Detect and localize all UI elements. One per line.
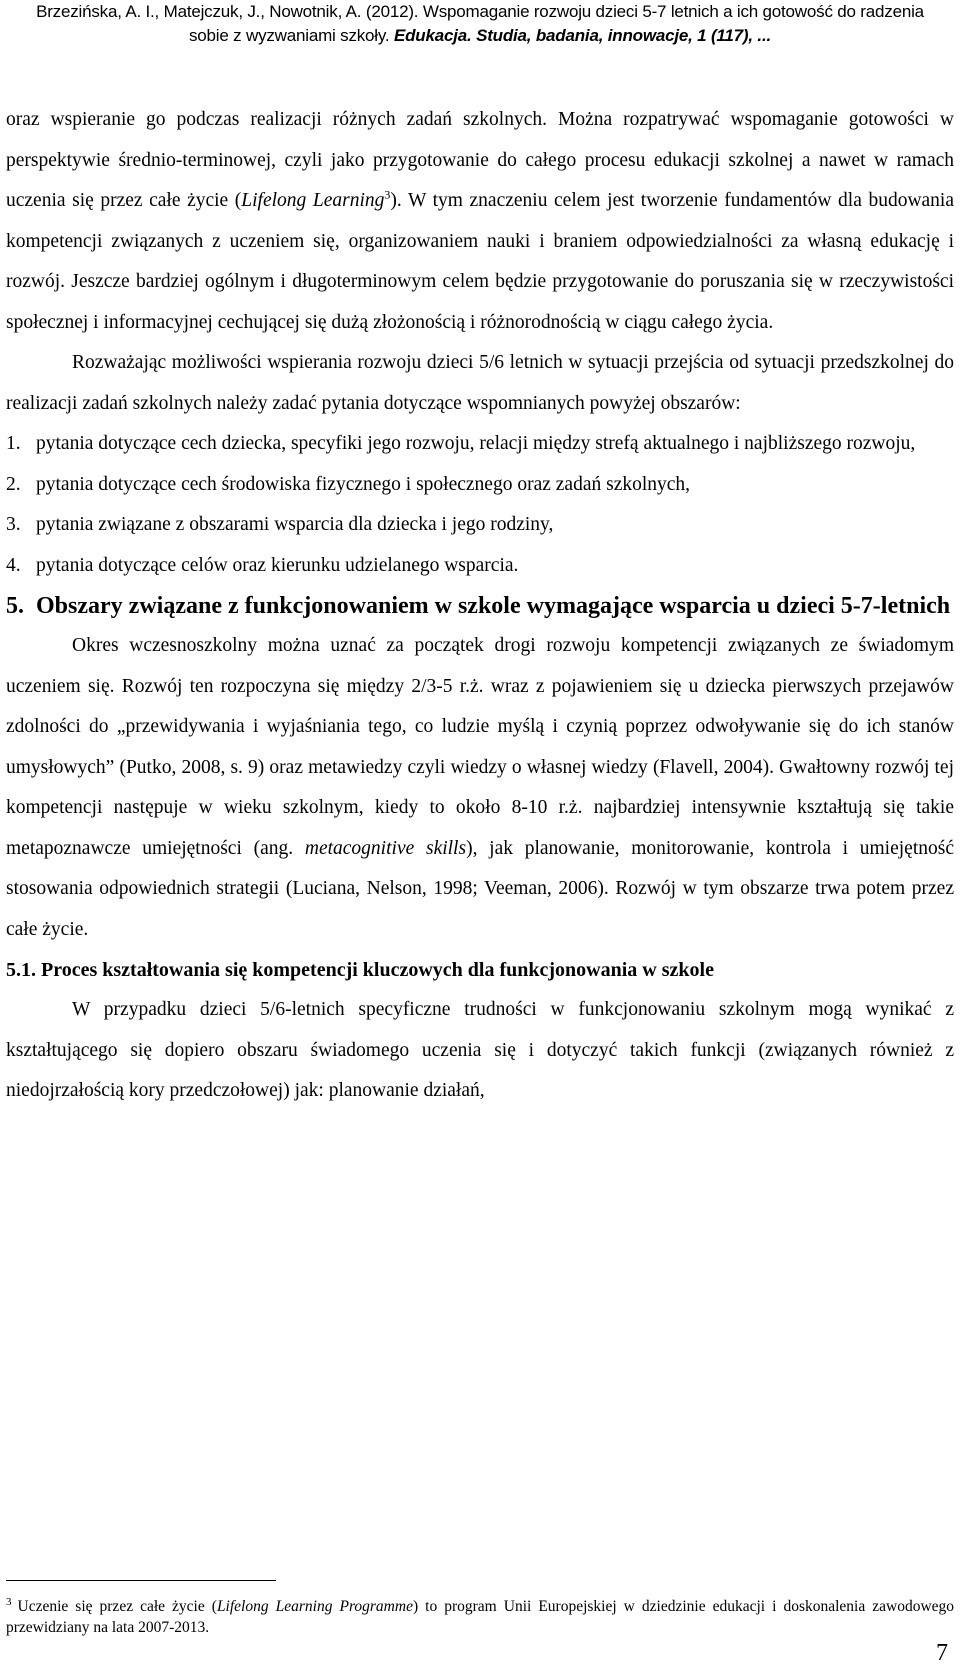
page-number: 7 (936, 1640, 948, 1666)
section-5-1-paragraph: W przypadku dzieci 5/6-letnich specyficzne trudności w funkcjonowaniu szkolnym mogą wynikać z kształtującego się dopiero obszaru świadomego uczenia się i dotyczyć takich funkcji (związanych również z niedojrzałością kory przedczołowej) jak: planowanie działań, (6, 999, 954, 1101)
list-item (6, 546, 954, 587)
header-citation: Brzezińska, A. I., Matejczuk, J., Nowotnik, A. (2012). (36, 2, 419, 21)
list-number: 4. (6, 554, 21, 576)
lifelong-learning-term: Lifelong Learning (241, 190, 385, 211)
paragraph-2: Rozważając możliwości wspierania rozwoju dzieci 5/6 letnich w sytuacji przejścia od sytuacji przedszkolnej do realizacji zadań szkolnych należy zadać pytania dotyczące wspomnianych powyżej obszarów: (6, 352, 954, 414)
running-header (0, 0, 960, 48)
header-title-part2: sobie z wyzwaniami szkoły. (189, 26, 390, 45)
footnote-text-1: Uczenie się przez całe życie ( (17, 1598, 217, 1616)
intro-text-2: ). W tym znaczeniu celem jest tworzenie fundamentów dla budowania kompetencji związanych z uczeniem się, organizowaniem nauki i braniem odpowiedzialności za własną edukację i rozwój. Jeszcze bardziej ogólnym i długoterminowym celem będzie przygotowanie do poruszania się w rzeczywistości społecznej i informacyjnej cechującej się dużą złożonością i różnorodnością w ciągu całego życia. (6, 190, 955, 333)
list-text: pytania dotyczące cech dziecka, specyfiki jego rozwoju, relacji między strefą aktualnego i najbliższego rozwoju, (36, 433, 916, 454)
header-title-part1: Wspomaganie rozwoju dzieci 5-7 letnich a ich gotowość do radzenia (422, 2, 924, 21)
section-5-paragraph (6, 626, 954, 950)
list-number: 2. (6, 473, 21, 495)
section-5-text-2: ), jak planowanie, monitorowanie, kontrola i umiejętność stosowania odpowiednich strategii (Luciana, Nelson, 1998; Veeman, 2006). Rozwój w tym obszarze trwa potem przez całe życie. (6, 837, 954, 940)
header-line-1 (0, 0, 960, 24)
footnote-ref: 3 (384, 187, 391, 202)
list-item (6, 505, 954, 546)
section-5-number: 5. (6, 593, 24, 619)
main-content (6, 100, 954, 1112)
section-5-1-heading: 5.1. Proces kształtowania się kompetencji kluczowych dla funkcjonowania w szkole (6, 959, 714, 981)
section-5-heading (6, 586, 954, 626)
header-line-2 (0, 24, 960, 48)
list-text: pytania związane z obszarami wsparcia dla dziecka i jego rodziny, (36, 514, 554, 535)
footnote-term: Lifelong Learning Programme (216, 1598, 413, 1616)
list-number: 3. (6, 514, 21, 535)
footnote-text-2: ) to program Unii Europejskiej w dziedzinie edukacji i doskonalenia zawodowego przewidziany na lata 2007-2013. (6, 1598, 955, 1637)
metacognitive-skills-term: metacognitive skills (304, 837, 467, 859)
footnote-divider (6, 1580, 276, 1581)
list-number: 1. (6, 433, 21, 454)
intro-text-1: oraz wspieranie go podczas realizacji różnych zadań szkolnych. Można rozpatrywać wspomaganie gotowości w perspektywie średnio-terminowej, czyli jako przygotowanie do całego procesu edukacji szkolnej a nawet w ramach uczenia się przez całe życie ( (6, 109, 954, 211)
list-text: pytania dotyczące celów oraz kierunku udzielanego wsparcia. (36, 554, 519, 576)
intro-paragraph (6, 100, 954, 343)
footnote (6, 1592, 954, 1638)
list-item (6, 424, 954, 465)
footnote-number: 3 (6, 1596, 12, 1608)
list-text: pytania dotyczące cech środowiska fizycznego i społecznego oraz zadań szkolnych, (36, 473, 691, 495)
list-item (6, 465, 954, 506)
questions-list (6, 424, 954, 586)
section-5-text-1: Okres wczesnoszkolny można uznać za początek drogi rozwoju kompetencji związanych ze świadomym uczeniem się. Rozwój ten rozpoczyna się między 2/3-5 r.ż. wraz z pojawieniem się u dziecka pierwszych przejawów zdolności do „przewidywania i wyjaśniania tego, co ludzie myślą i czynią poprzez odwoływanie się do ich stanów umysłowych” (Putko, 2008, s. 9) oraz metawiedzy czyli wiedzy o własnej wiedzy (Flavell, 2004). Gwałtowny rozwój tej kompetencji następuje w wieku szkolnym, kiedy to około 8-10 r.ż. najbardziej intensywnie kształtują się takie metapoznawcze umiejętności (ang. (6, 635, 954, 859)
header-journal: Edukacja. Studia, badania, innowacje, 1 (117), ... (393, 26, 771, 45)
section-5-title: Obszary związane z funkcjonowaniem w szkole wymagające wsparcia u dzieci 5-7-letnich (36, 593, 951, 619)
